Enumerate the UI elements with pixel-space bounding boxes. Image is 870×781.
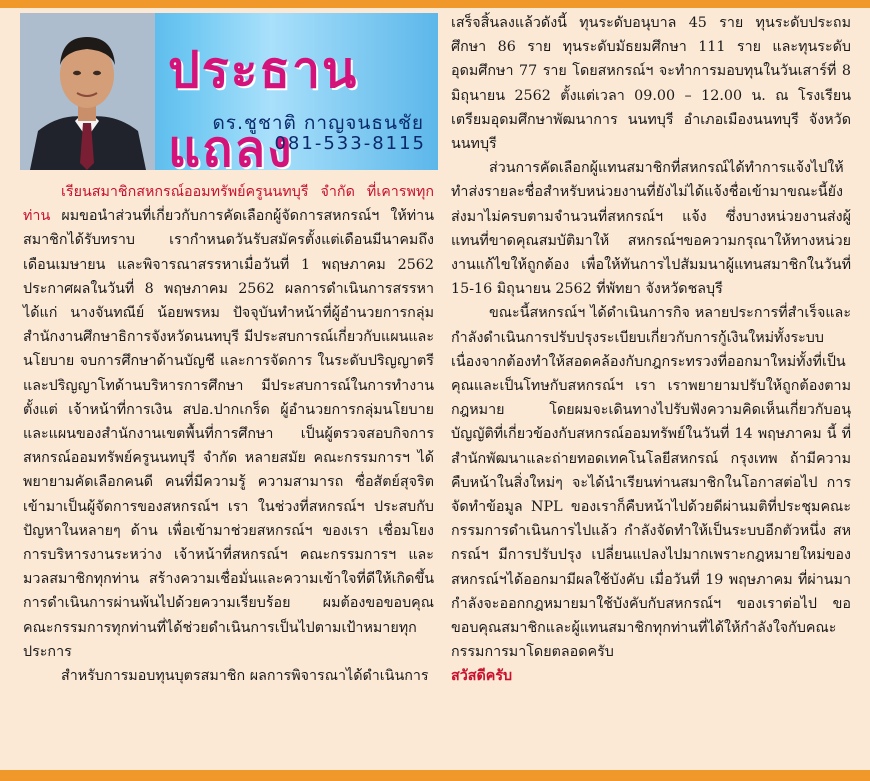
column-title: ประธานแถลง: [168, 41, 359, 170]
left-column: [23, 180, 434, 688]
paragraph-2-continued: เสร็จสิ้นลงแล้วดังนี้ ทุนระดับอนุบาล 45 ราย ทุนระดับประถมศึกษา 86 ราย ทุนระดับมัธยมศึกษา 111 ราย และทุนระดับอุดมศึกษา 77 ราย โดยสหกรณ์ฯ จะทำการมอบทุนในวันเสาร์ที่ 8 มิถุนายน 2562 ตั้งแต่เวลา 09.00 – 12.00 น. ณ โรงเรียนเตรียมอุดมศึกษาพัฒนาการ นนทบุรี อำเภอเมืองนนทบุรี จังหวัดนนทบุรี: [451, 15, 851, 153]
author-photo: [20, 13, 155, 170]
portrait-illustration: [20, 13, 155, 170]
right-column: [451, 11, 851, 689]
top-accent-bar: [0, 0, 870, 8]
paragraph-1: [23, 180, 434, 664]
paragraph-3: ส่วนการคัดเลือกผู้แทนสมาชิกที่สหกรณ์ได้ทำการแจ้งไปให้ทำส่งรายละชื่อสำหรับหน่วยงานที่ยังไม่ได้แจ้งชื่อเข้ามาขณะนี้ยังส่งมาไม่ครบตามจำนวนที่สหกรณ์ฯ แจ้ง ซึ่งบางหน่วยงานส่งผู้แทนที่ขาดคุณสมบัติมาให้ สหกรณ์ฯขอความกรุณาให้ทางหน่วยงานแก้ไขให้ถูกต้อง เพื่อให้ทันการไปสัมมนาผู้แทนสมาชิกในวันที่ 15-16 มิถุนายน 2562 ที่พัทยา จังหวัดชลบุรี: [451, 160, 851, 298]
paragraph-2-start: สำหรับการมอบทุนบุตรสมาชิก ผลการพิจารณาได้ดำเนินการ: [61, 668, 429, 685]
paragraph-4: ขณะนี้สหกรณ์ฯ ได้ดำเนินการกิจ หลายประการที่สำเร็จและกำลังดำเนินการปรับปรุงระเบียบเกี่ยวกับการกู้เงินใหม่ทั้งระบบ เนื่องจากต้องทำให้สอดคล้องกับกฎกระทรวงที่ออกมาใหม่ทั้งที่เป็นคุณและเป็นโทษกับสหกรณ์ฯ เรา เราพยายามปรับให้ถูกต้องตามกฎหมาย โดยผมจะเดินทางไปรับฟังความคิดเห็นเกี่ยวกับอนุบัญญัติที่เกี่ยวข้องกับสหกรณ์ออมทรัพย์ในวันที่ 14 พฤษภาคม นี้ ที่สำนักพัฒนาและถ่ายทอดเทคโนโลยีสหกรณ์ กรุงเทพ ถ้ามีความคืบหน้าในสิ่งใหม่ๆ จะได้นำเรียนท่านสมาชิกในโอกาสต่อไป การจัดทำข้อมูล NPL ของเราก็คืบหน้าไปด้วยดีผ่านมติที่ประชุมคณะกรรมการดำเนินการไปแล้ว กำลังจัดทำให้เป็นระบบอีกตัวหนึ่ง สหกรณ์ฯ มีการปรับปรุง เปลี่ยนแปลงไปมากเพราะกฎหมายใหม่ของสหกรณ์ฯได้ออกมามีผลใช้บังคับ เมื่อวันที่ 19 พฤษภาคม ที่ผ่านมา กำลังจะออกกฎหมายมาใช้บังคับกับสหกรณ์ฯ ของเราต่อไป ขอขอบคุณสมาชิกและผู้แทนสมาชิกทุกท่านที่ได้ให้กำลังใจกับคณะกรรมการมาโดยตลอดครับ: [451, 305, 851, 661]
salutation: เรียนสมาชิกสหกรณ์ออมทรัพย์ครูนนทบุรี จำกัด ที่เคารพทุกท่าน: [23, 184, 434, 225]
bottom-accent-bar: [0, 770, 870, 781]
paragraph-1-body: ผมขอนำส่วนที่เกี่ยวกับการคัดเลือกผู้จัดการสหกรณ์ฯ ให้ท่านสมาชิกได้รับทราบ เรากำหนดวันรับสมัครตั้งแต่เดือนมีนาคมถึงเดือนเมษายน และพิจารณาสรรหาเมื่อวันที่ 1 พฤษภาคม 2562 ประกาศผลในวันที่ 8 พฤษภาคม 2562 ผลการดำเนินการสรรหาได้แก่ นางจันทณีย์ น้อยพรหม ปัจจุบันทำหน้าที่ผู้อำนวยการกลุ่มสำนักงานศึกษาธิการจังหวัดนนทบุรี มีประสบการณ์เกี่ยวกับแผนและนโยบาย จบการศึกษาด้านบัญชี และการจัดการ ในระดับปริญญาตรี และปริญญาโทด้านบริหารการศึกษา มีประสบการณ์ในการทำงานตั้งแต่ เจ้าหน้าที่การเงิน สปอ.ปากเกร็ด ผู้อำนวยการกลุ่มนโยบายและแผนของสำนักงานเขตพื้นที่การศึกษา เป็นผู้ตรวจสอบกิจการสหกรณ์ออมทรัพย์ครูนนทบุรี จำกัด หลายสมัย คณะกรรมการฯ ได้พยายามคัดเลือกคนดี คนที่มีความรู้ ความสามารถ ซื่อสัตย์สุจริต เข้ามาเป็นผู้จัดการของสหกรณ์ฯ เรา ในช่วงที่สหกรณ์ฯ ประสบกับปัญหาในหลายๆ ด้าน เพื่อเข้ามาช่วยสหกรณ์ฯ ของเรา เชื่อมโยงการบริหารงานระหว่าง เจ้าหน้าที่สหกรณ์ฯ คณะกรรมการฯ และมวลสมาชิกทุกท่าน สร้างความเชื่อมั่นและความเข้าใจที่ดีให้เกิดขึ้น การดำเนินการผ่านพ้นไปด้วยความเรียบร้อย ผมต้องขอขอบคุณคณะกรรมการทุกท่านที่ได้ช่วยดำเนินการเป็นไปตามเป้าหมายทุกประการ: [23, 208, 434, 660]
signoff: สวัสดีครับ: [451, 668, 513, 685]
author-phone: 081-533-8115: [274, 133, 426, 154]
author-name: ดร.ชูชาติ กาญจนธนชัย: [212, 112, 424, 134]
header-banner: [20, 13, 438, 170]
